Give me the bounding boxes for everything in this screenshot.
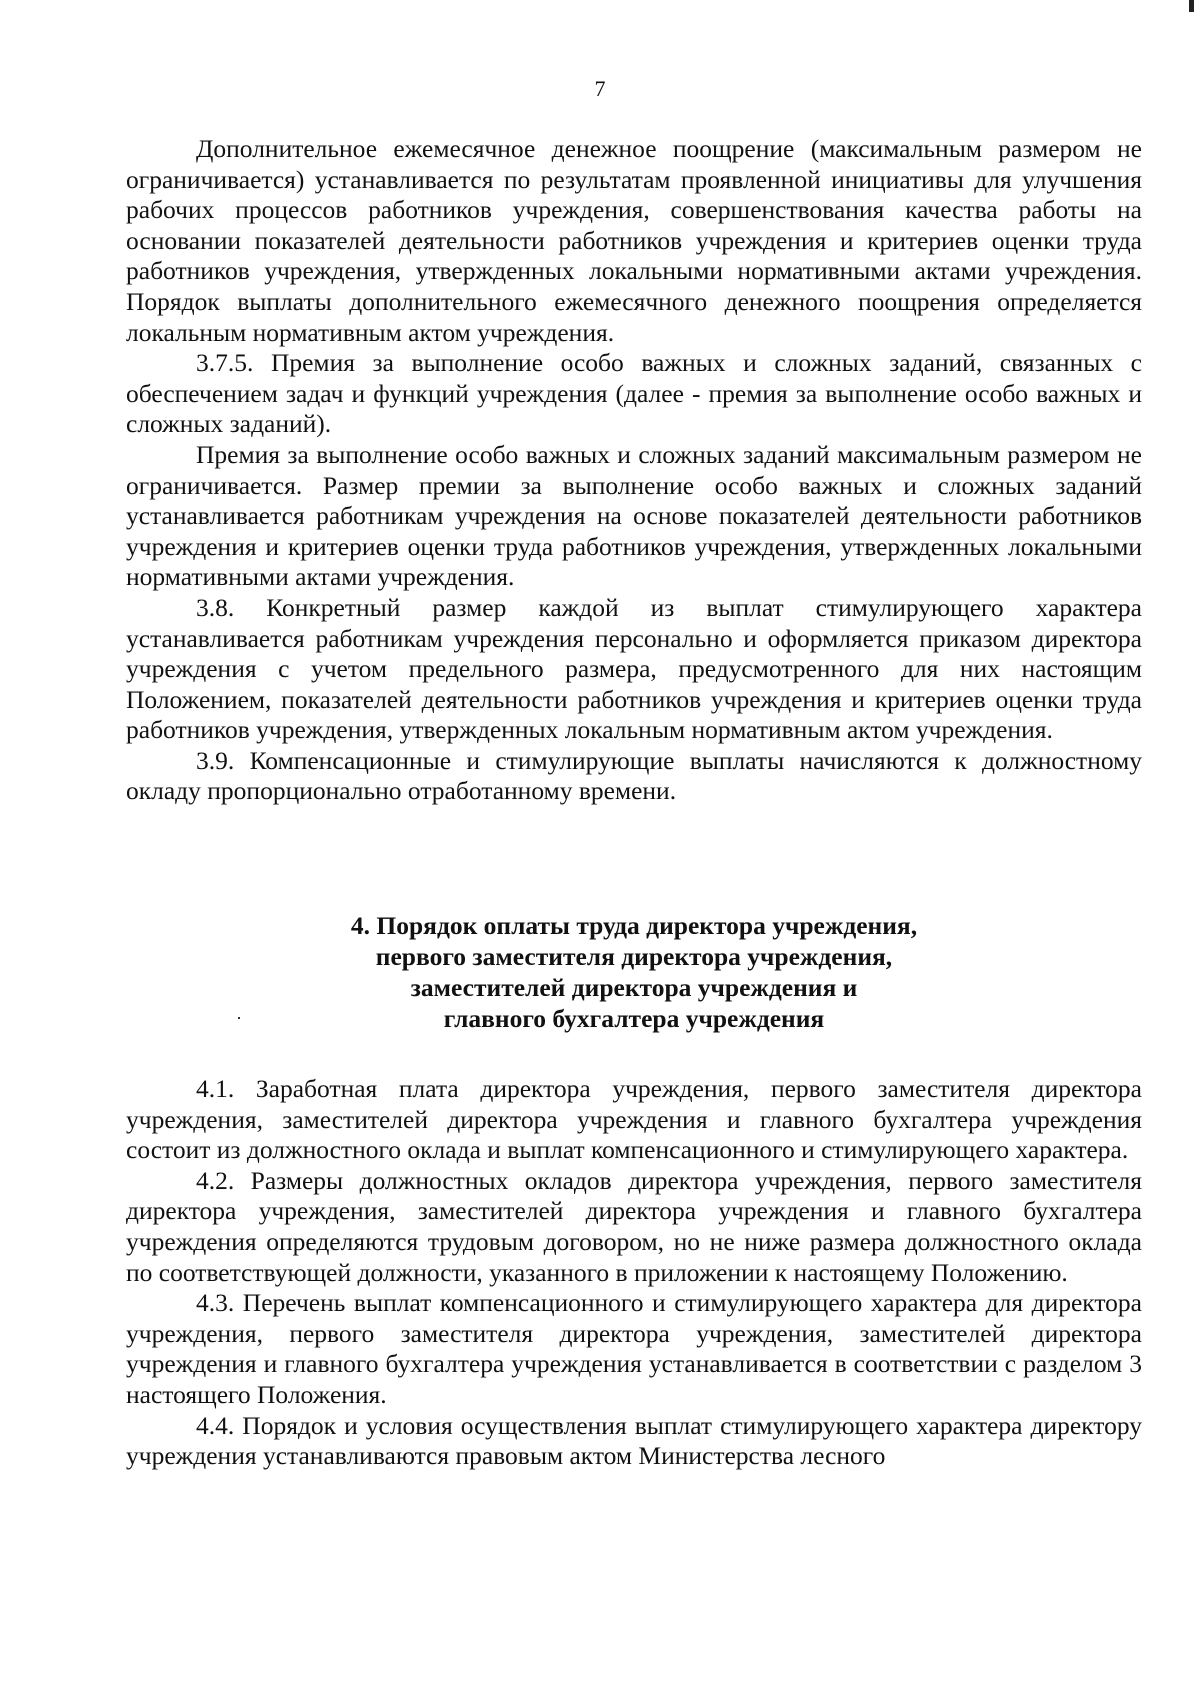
paragraph-4-3: 4.3. Перечень выплат компенсационного и стимулирующего характера для директора учреждения, первого заместителя директора учреждения, заместителей директора учреждения и главного бухгалтера учреждения устанавливается в соответствии с разделом 3 настоящего Положения.	[126, 1288, 1142, 1409]
section-4-heading	[126, 910, 1142, 1034]
paragraph-4-2: 4.2. Размеры должностных окладов директора учреждения, первого заместителя директора учреждения, заместителей директора учреждения и главного бухгалтера учреждения определяются трудовым договором, но не ниже размера должностного оклада по соответствующей должности, указанного в приложении к настоящему Положению.	[126, 1165, 1142, 1287]
heading-line: 4. Порядок оплаты труда директора учреждения,	[350, 911, 918, 940]
paragraph-monthly-bonus: Дополнительное ежемесячное денежное поощрение (максимальным размером не ограничивается) устанавливается по результатам проявленной инициативы для улучшения рабочих процессов работников учреждения, совершенствования качества работы на основании показателей деятельности работников учреждения и критериев оценки труда работников учреждения, утвержденных локальными нормативными актами учреждения. Порядок выплаты дополнительного ежемесячного денежного поощрения определяется локальным нормативным актом учреждения.	[126, 134, 1142, 347]
body-text-before-heading	[126, 134, 1142, 807]
paragraph-4-4: 4.4. Порядок и условия осуществления выплат стимулирующего характера директору учреждения устанавливаются правовым актом Министерства лесного	[126, 1410, 1142, 1471]
body-text-after-heading	[126, 1074, 1142, 1472]
scan-edge-mark	[1189, 0, 1194, 12]
page-number: 7	[594, 76, 606, 101]
paragraph-3-7-5: 3.7.5. Премия за выполнение особо важных и сложных заданий, связанных с обеспечением задач и функций учреждения (далее - премия за выполнение особо важных и сложных заданий).	[126, 348, 1142, 439]
heading-line: заместителей директора учреждения и	[410, 973, 858, 1002]
heading-line: первого заместителя директора учреждения,	[375, 942, 893, 971]
paragraph-3-9: 3.9. Компенсационные и стимулирующие выплаты начисляются к должностному окладу пропорционально отработанному времени.	[126, 745, 1142, 806]
paragraph-4-1: 4.1. Заработная плата директора учреждения, первого заместителя директора учреждения, заместителей директора учреждения и главного бухгалтера учреждения состоит из должностного оклада и выплат компенсационного и стимулирующего характера.	[126, 1074, 1142, 1165]
paragraph-3-8: 3.8. Конкретный размер каждой из выплат стимулирующего характера устанавливается работникам учреждения персонально и оформляется приказом директора учреждения с учетом предельного размера, предусмотренного для них настоящим Положением, показателей деятельности работников учреждения и критериев оценки труда работников учреждения, утвержденных локальным нормативным актом учреждения.	[126, 592, 1142, 745]
paragraph-bonus-size: Премия за выполнение особо важных и сложных заданий максимальным размером не ограничивается. Размер премии за выполнение особо важных и сложных заданий устанавливается работникам учреждения на основе показателей деятельности работников учреждения и критериев оценки труда работников учреждения, утвержденных локальными нормативными актами учреждения.	[126, 439, 1142, 592]
heading-line: главного бухгалтера учреждения	[443, 1004, 825, 1033]
